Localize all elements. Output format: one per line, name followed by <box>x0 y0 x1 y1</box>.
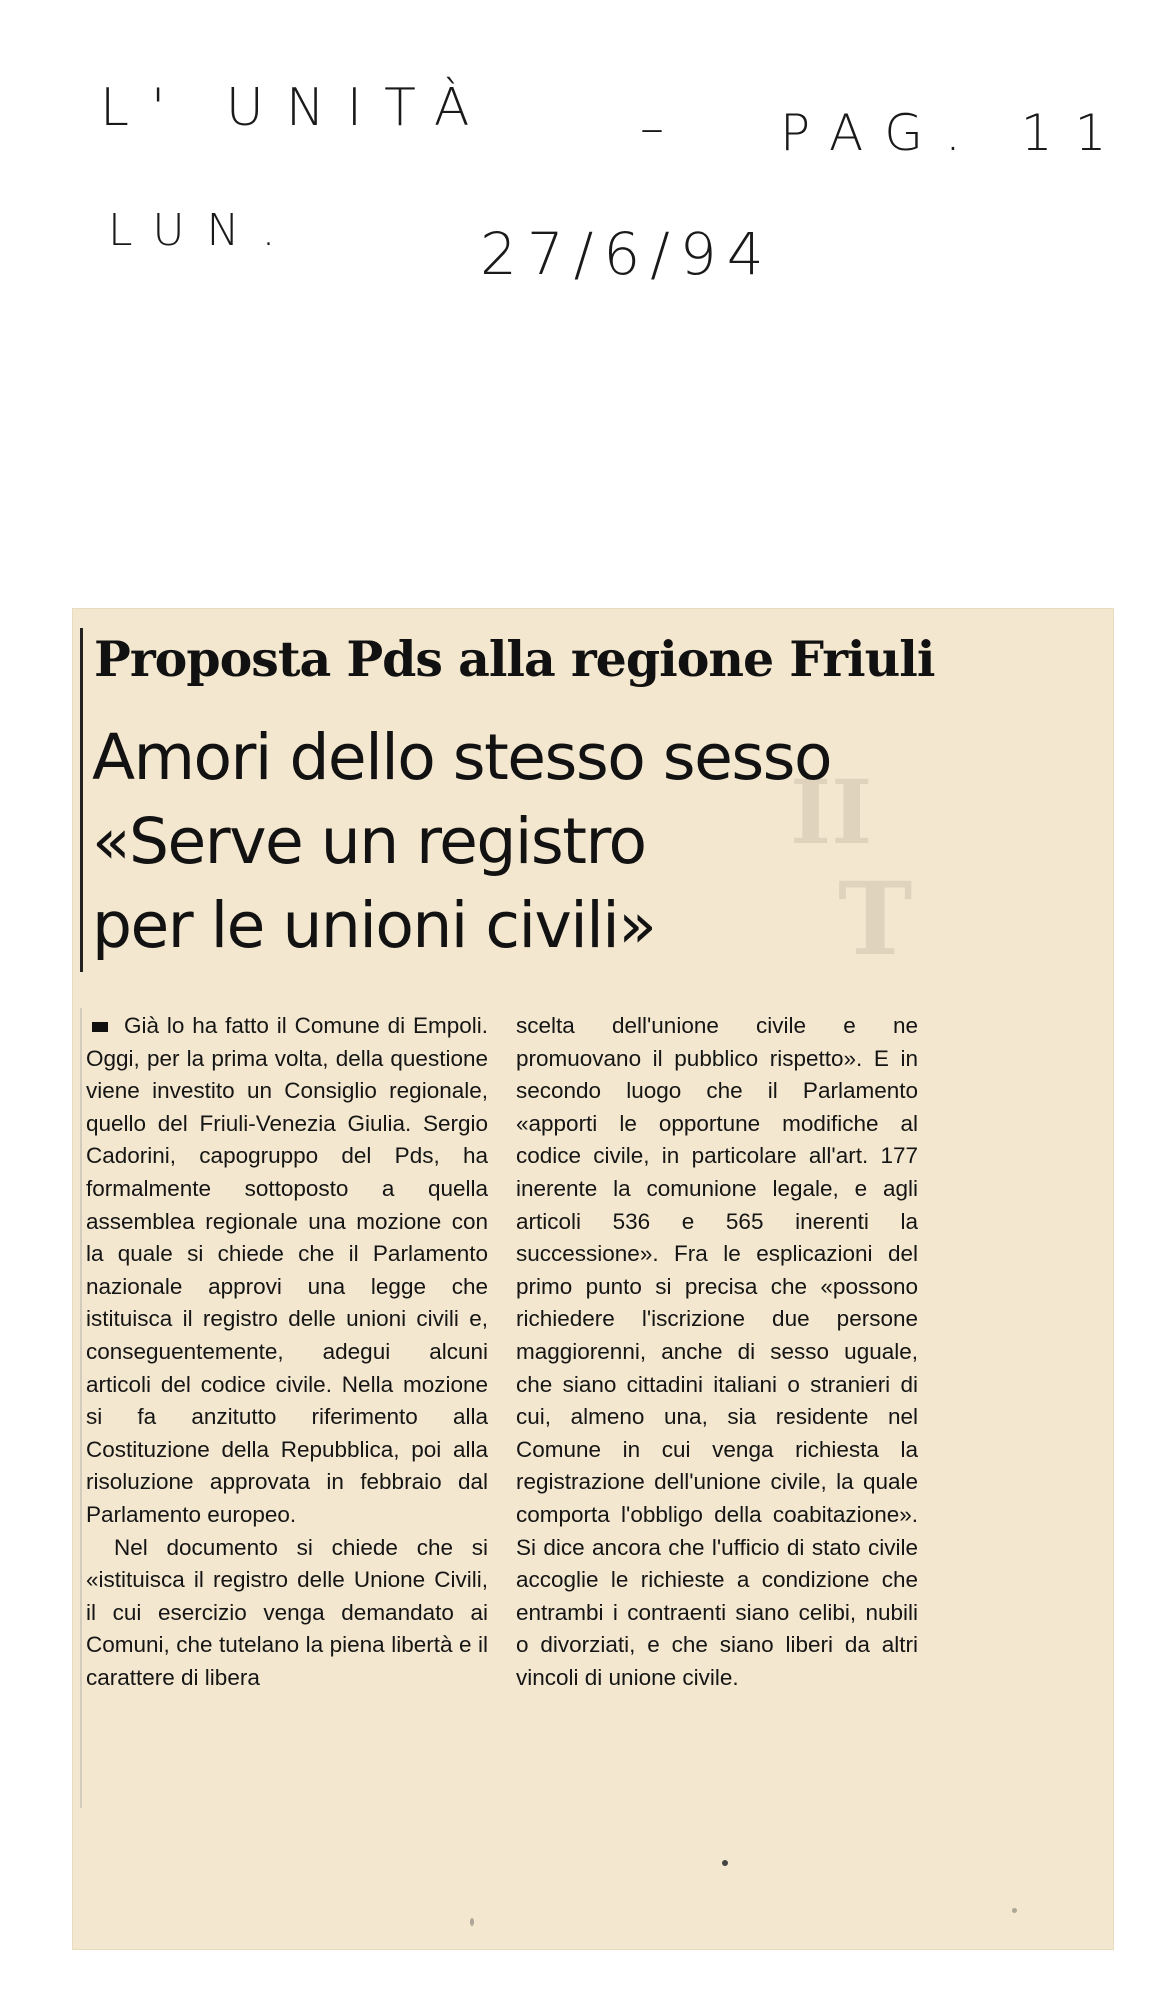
article-headline <box>92 716 831 968</box>
article-kicker: Proposta Pds alla regione Friuli <box>94 630 935 688</box>
paragraph-text: Già lo ha fatto il Comune di Empoli. Oggi, per la prima volta, della questione viene investito un Consiglio regionale, quello del Friuli-Venezia Giulia. Sergio Cadorini, capogruppo del Pds, ha formalmente sottoposto a quella assemblea regionale una mozione con la quale si chiede che il Parlamento nazionale approvi una legge che istituisca il registro delle unioni civili e, conseguentemente, adegui alcuni articoli del codice civile. Nella mozione si fa anzitutto riferimento alla Costituzione della Repubblica, poi alla risoluzione approvata in febbraio dal Parlamento europeo. <box>86 1013 488 1527</box>
handwritten-dash: – <box>640 100 664 156</box>
headline-line: Amori dello stesso sesso <box>92 721 832 794</box>
handwritten-newspaper-name: L' UNITÀ <box>100 78 492 138</box>
paper-speck <box>722 1860 728 1866</box>
article-column-left <box>86 1010 488 1694</box>
show-through-text: T <box>838 860 913 978</box>
paper-speck <box>470 1918 474 1926</box>
show-through-text: II <box>790 760 873 864</box>
article-column-right <box>516 1010 918 1694</box>
paper-speck <box>1012 1908 1017 1913</box>
handwritten-weekday: LUN. <box>108 205 298 256</box>
paragraph-text: scelta dell'unione civile e ne promuovano il pubblico rispetto». E in secondo luogo che il Parlamento «apporti le opportune modifiche al codice civile, in particolare all'art. 177 inerente la comunione legale, e agli articoli 536 e 565 inerenti la successione». Fra le esplicazioni del primo punto si precisa che «possono richiedere l'iscrizione due persone maggiorenni, anche di sesso uguale, che siano cittadini italiani o stranieri di cui, almeno una, sia residente nel Comune in cui venga richiesta la registrazione dell'unione civile, la quale comporta l'obbligo della coabitazione». Si dice ancora che l'ufficio di stato civile accoglie le richieste a condizione che entrambi i contraenti siano celibi, nubili o divorziati, e che siano liberi da altri vincoli di unione civile. <box>516 1013 918 1690</box>
handwritten-date: 27/6/94 <box>480 220 774 288</box>
newspaper-clipping <box>72 608 1114 1950</box>
headline-rule <box>80 628 83 972</box>
headline-line: «Serve un registro <box>92 805 646 878</box>
column-rule <box>80 1008 82 1808</box>
bullet-square-icon <box>92 1022 108 1032</box>
handwritten-page-number: PAG. 11 <box>780 104 1129 162</box>
headline-line: per le unioni civili» <box>92 889 656 962</box>
paragraph-text: Nel documento si chiede che si «istituisca il registro delle Unione Civili, il cui esercizio venga demandato ai Comuni, che tutelano la piena libertà e il carattere di libera <box>86 1534 488 1690</box>
